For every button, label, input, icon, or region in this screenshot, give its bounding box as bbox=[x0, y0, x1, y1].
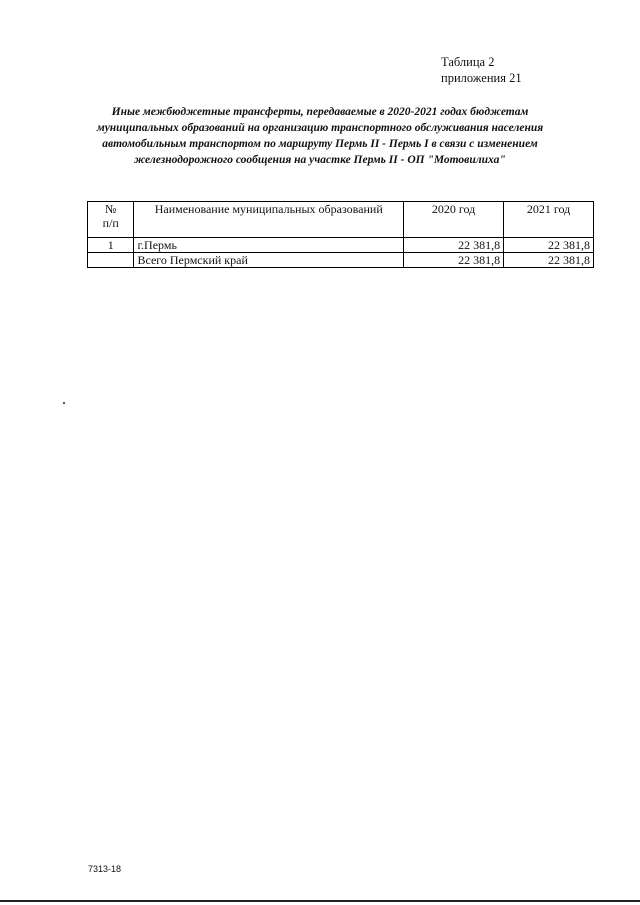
row-value-2021: 22 381,8 bbox=[504, 253, 594, 268]
header-number bbox=[88, 202, 134, 238]
document-code: 7313-18 bbox=[88, 864, 122, 874]
scan-bottom-edge bbox=[0, 900, 640, 902]
table-header-row bbox=[88, 202, 594, 238]
header-year-2020: 2020 год bbox=[403, 202, 503, 238]
row-name: Всего Пермский край bbox=[134, 253, 404, 268]
scan-speck bbox=[63, 402, 65, 404]
row-value-2021: 22 381,8 bbox=[504, 238, 594, 253]
title-line-2: муниципальных образований на организацию транспортного обслуживания населения bbox=[96, 122, 544, 134]
table-reference bbox=[441, 54, 522, 86]
document-title bbox=[80, 104, 560, 168]
table-total-row bbox=[88, 253, 594, 268]
header-year-2021: 2021 год bbox=[504, 202, 594, 238]
title-line-3: автомобильным транспортом по маршруту Пермь II - Пермь I в связи с изменением bbox=[102, 138, 538, 150]
header-number-abbr: п/п bbox=[102, 216, 119, 230]
row-name: г.Пермь bbox=[134, 238, 404, 253]
header-name: Наименование муниципальных образований bbox=[134, 202, 404, 238]
title-line-4: железнодорожного сообщения на участке Пермь II - ОП "Мотовилиха" bbox=[134, 154, 506, 166]
header-number-symbol: № bbox=[105, 202, 117, 216]
row-number: 1 bbox=[88, 238, 134, 253]
appendix-number: приложения 21 bbox=[441, 71, 522, 85]
table-row bbox=[88, 238, 594, 253]
row-value-2020: 22 381,8 bbox=[403, 253, 503, 268]
row-number bbox=[88, 253, 134, 268]
table-number: Таблица 2 bbox=[441, 55, 495, 69]
title-line-1: Иные межбюджетные трансферты, передаваемые в 2020-2021 годах бюджетам bbox=[111, 106, 529, 118]
transfers-table bbox=[87, 201, 594, 268]
row-value-2020: 22 381,8 bbox=[403, 238, 503, 253]
